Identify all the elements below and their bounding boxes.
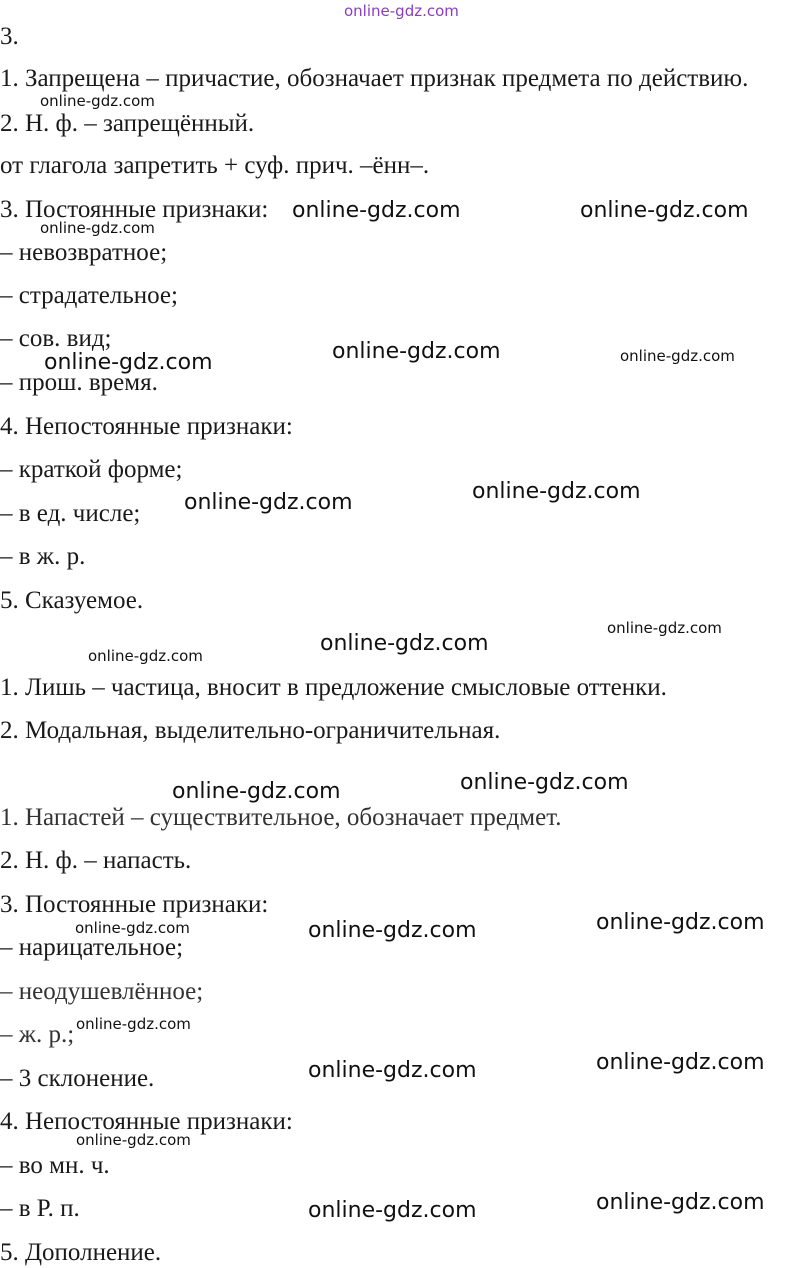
watermark: online-gdz.com — [76, 1015, 191, 1033]
text-line: 2. Н. ф. – напасть. — [0, 847, 192, 874]
text-line: – в ед. числе; — [0, 500, 141, 527]
watermark: online-gdz.com — [460, 770, 629, 795]
text-line: 5. Дополнение. — [0, 1239, 162, 1266]
watermark: online-gdz.com — [40, 219, 155, 237]
text-line: 4. Непостоянные признаки: — [0, 1108, 293, 1135]
text-line: 4. Непостоянные признаки: — [0, 413, 293, 440]
text-line: 3. Постоянные признаки: — [0, 891, 269, 918]
watermark: online-gdz.com — [596, 1190, 765, 1215]
text-line: 1. Запрещена – причастие, обозначает признак предмета по действию. — [0, 65, 749, 92]
text-line: от глагола запретить + суф. прич. –ённ–. — [0, 152, 430, 179]
watermark: online-gdz.com — [75, 919, 190, 937]
watermark: online-gdz.com — [88, 647, 203, 665]
text-line: 2. Н. ф. – запрещённый. — [0, 110, 255, 137]
watermark: online-gdz.com — [292, 198, 461, 223]
text-line: – нарицательное; — [0, 934, 184, 961]
watermark: online-gdz.com — [580, 198, 749, 223]
text-line: – краткой форме; — [0, 456, 183, 483]
text-line: 2. Модальная, выделительно-ограничительная. — [0, 717, 501, 744]
text-line: – неодушевлённое; — [0, 978, 204, 1005]
watermark: online-gdz.com — [76, 1131, 191, 1149]
watermark: online-gdz.com — [184, 490, 353, 515]
text-line: – сов. вид; — [0, 325, 112, 352]
text-line: – в ж. р. — [0, 543, 86, 570]
text-line: 3. Постоянные признаки: — [0, 196, 269, 223]
watermark: online-gdz.com — [320, 631, 489, 656]
watermark: online-gdz.com — [332, 339, 501, 364]
watermark: online-gdz.com — [308, 918, 477, 943]
watermark: online-gdz.com — [44, 350, 213, 375]
watermark-top: online-gdz.com — [344, 2, 459, 20]
text-line: – в Р. п. — [0, 1195, 80, 1222]
watermark: online-gdz.com — [308, 1058, 477, 1083]
watermark: online-gdz.com — [40, 92, 155, 110]
text-line: – 3 склонение. — [0, 1065, 155, 1092]
watermark: online-gdz.com — [596, 1050, 765, 1075]
text-line: – страдательное; — [0, 282, 178, 309]
watermark: online-gdz.com — [607, 619, 722, 637]
text-line: 5. Сказуемое. — [0, 587, 144, 614]
text-line: – во мн. ч. — [0, 1152, 110, 1179]
text-line: 3. — [0, 23, 19, 50]
watermark: online-gdz.com — [172, 779, 341, 804]
watermark: online-gdz.com — [596, 910, 765, 935]
text-line: 1. Лишь – частица, вносит в предложение смысловые оттенки. — [0, 674, 667, 701]
text-line: – невозвратное; — [0, 239, 168, 266]
watermark: online-gdz.com — [472, 479, 641, 504]
watermark: online-gdz.com — [308, 1198, 477, 1223]
watermark: online-gdz.com — [620, 347, 735, 365]
text-line: 1. Напастей – существительное, обозначает предмет. — [0, 804, 562, 831]
text-line: – ж. р.; — [0, 1021, 75, 1048]
text-line: – прош. время. — [0, 369, 158, 396]
